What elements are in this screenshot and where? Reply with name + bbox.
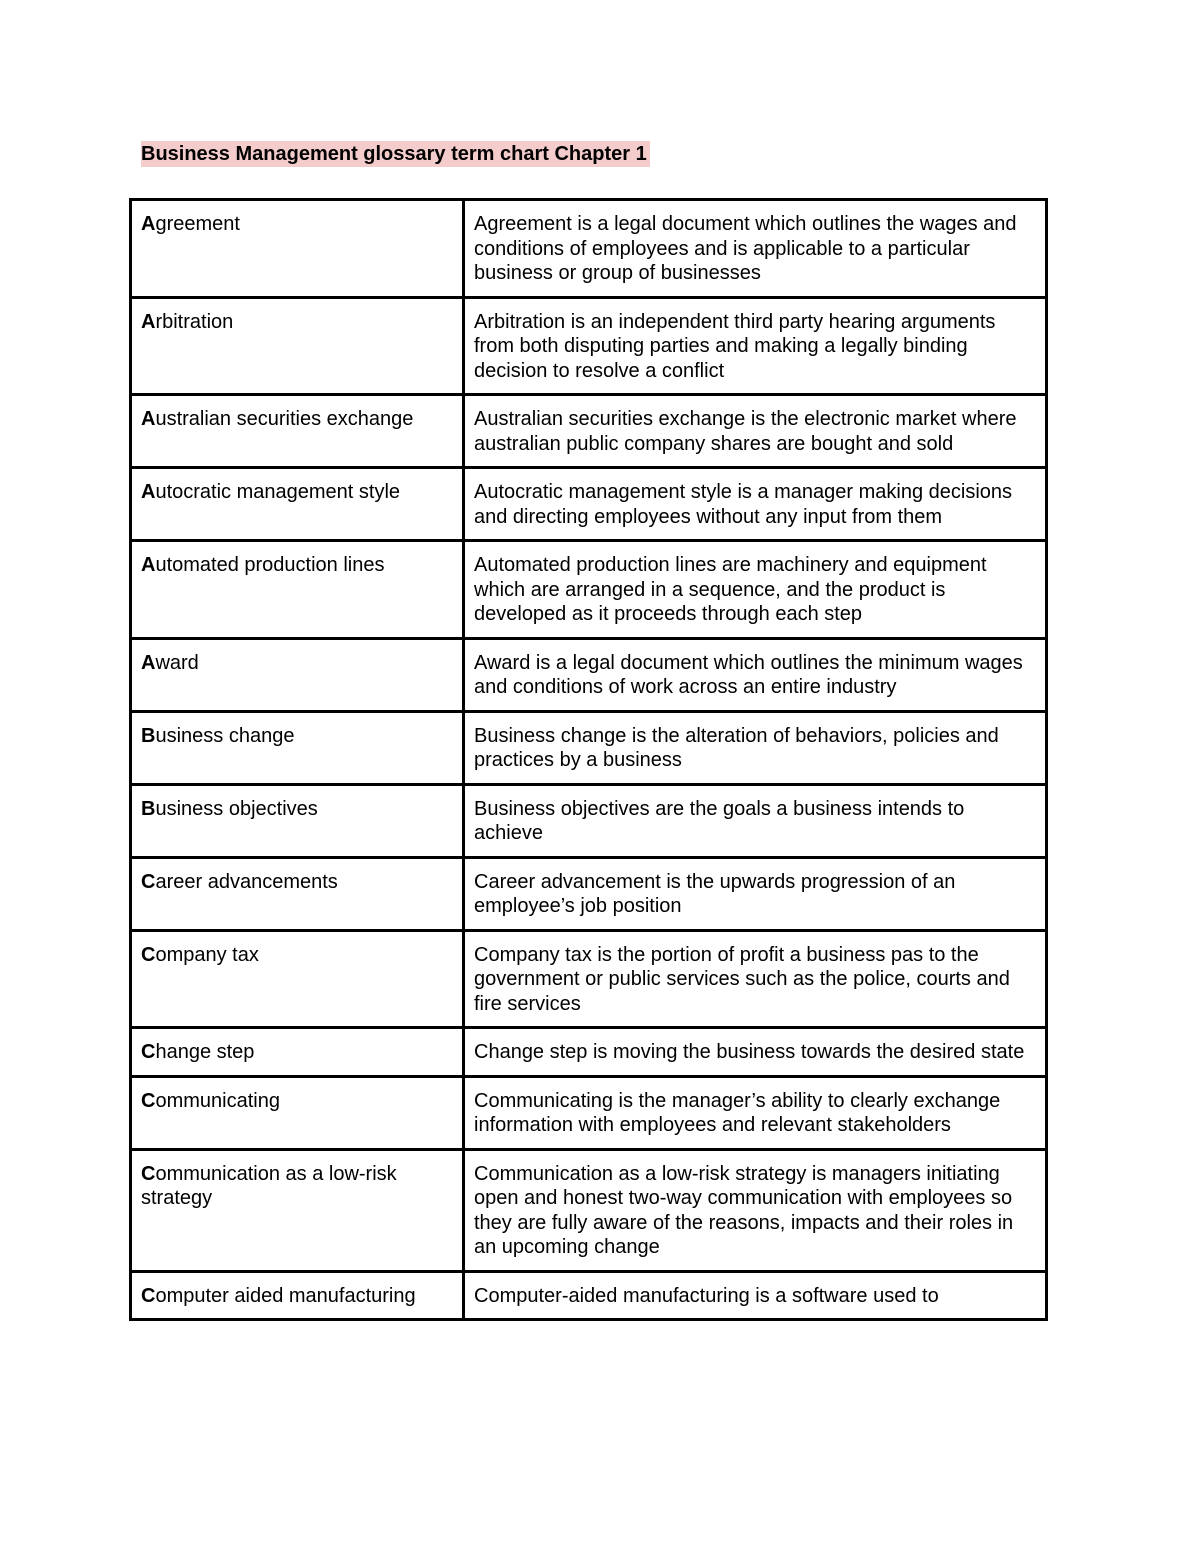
term-rest: rbitration <box>155 310 234 333</box>
table-row <box>131 468 1047 541</box>
term-rest: omputer aided manufacturing <box>155 1284 416 1307</box>
table-row <box>131 200 1047 298</box>
term-initial: A <box>141 310 156 333</box>
term-initial: A <box>141 408 156 430</box>
table-row <box>131 541 1047 639</box>
term-initial: B <box>141 724 156 747</box>
term-cell <box>131 930 464 1028</box>
table-row <box>131 297 1047 395</box>
definition-cell: Autocratic management style is a manager making decisions and directing employees without any input from them <box>464 468 1047 541</box>
term-cell <box>131 1028 464 1077</box>
term-initial: A <box>141 651 156 674</box>
term-initial: B <box>141 797 156 820</box>
definition-cell: Australian securities exchange is the electronic market where australian public company shares are bought and sold <box>464 395 1047 468</box>
term-rest: ommunication as a low-risk strategy <box>141 1162 397 1209</box>
term-cell <box>131 468 464 541</box>
table-row <box>131 395 1047 468</box>
page-title: Business Management glossary term chart Chapter 1 <box>141 141 650 167</box>
term-rest: greement <box>155 213 240 235</box>
table-row <box>131 1271 1047 1320</box>
term-cell <box>131 1149 464 1271</box>
term-cell <box>131 541 464 639</box>
term-rest: ommunicating <box>155 1089 280 1112</box>
term-rest: usiness change <box>155 724 295 747</box>
term-cell <box>131 857 464 930</box>
definition-cell: Communicating is the manager’s ability to clearly exchange information with employees and relevant stakeholders <box>464 1076 1047 1149</box>
term-rest: usiness objectives <box>155 797 318 820</box>
definition-cell: Agreement is a legal document which outlines the wages and conditions of employees and is applicable to a particular business or group of businesses <box>464 200 1047 298</box>
term-rest: ustralian securities exchange <box>155 408 414 430</box>
term-cell <box>131 638 464 711</box>
table-row <box>131 638 1047 711</box>
glossary-table-body <box>131 200 1047 1320</box>
term-initial: C <box>141 943 156 966</box>
definition-cell: Communication as a low-risk strategy is managers initiating open and honest two-way communication with employees so they are fully aware of the reasons, impacts and their roles in an upcoming change <box>464 1149 1047 1271</box>
definition-cell: Business objectives are the goals a business intends to achieve <box>464 784 1047 857</box>
term-initial: C <box>141 1089 156 1112</box>
term-initial: A <box>141 481 156 503</box>
term-cell <box>131 1271 464 1320</box>
term-initial: C <box>141 1162 156 1185</box>
definition-cell: Change step is moving the business towards the desired state <box>464 1028 1047 1077</box>
term-rest: ward <box>155 651 199 674</box>
table-row <box>131 857 1047 930</box>
glossary-table <box>129 198 1048 1321</box>
definition-cell: Arbitration is an independent third party hearing arguments from both disputing parties and making a legally binding decision to resolve a conflict <box>464 297 1047 395</box>
term-cell <box>131 711 464 784</box>
definition-cell: Career advancement is the upwards progression of an employee’s job position <box>464 857 1047 930</box>
term-cell <box>131 784 464 857</box>
definition-cell: Automated production lines are machinery and equipment which are arranged in a sequence, and the product is developed as it proceeds through each step <box>464 541 1047 639</box>
term-initial: C <box>141 1284 156 1307</box>
term-initial: C <box>141 870 156 893</box>
term-cell <box>131 395 464 468</box>
table-row <box>131 1028 1047 1077</box>
table-row <box>131 711 1047 784</box>
definition-cell: Company tax is the portion of profit a business pas to the government or public services such as the police, courts and fire services <box>464 930 1047 1028</box>
definition-cell: Award is a legal document which outlines the minimum wages and conditions of work across an entire industry <box>464 638 1047 711</box>
table-row <box>131 930 1047 1028</box>
definition-cell: Computer-aided manufacturing is a software used to <box>464 1271 1047 1320</box>
table-row <box>131 1076 1047 1149</box>
table-row <box>131 784 1047 857</box>
term-initial: C <box>141 1041 156 1063</box>
table-row <box>131 1149 1047 1271</box>
term-rest: utocratic management style <box>155 481 401 503</box>
term-cell <box>131 1076 464 1149</box>
definition-cell: Business change is the alteration of behaviors, policies and practices by a business <box>464 711 1047 784</box>
term-rest: ompany tax <box>155 943 259 966</box>
term-rest: hange step <box>155 1041 255 1063</box>
term-cell <box>131 297 464 395</box>
term-cell <box>131 200 464 298</box>
term-initial: A <box>141 554 156 576</box>
term-rest: utomated production lines <box>155 554 385 576</box>
term-rest: areer advancements <box>155 870 338 893</box>
term-initial: A <box>141 213 156 235</box>
